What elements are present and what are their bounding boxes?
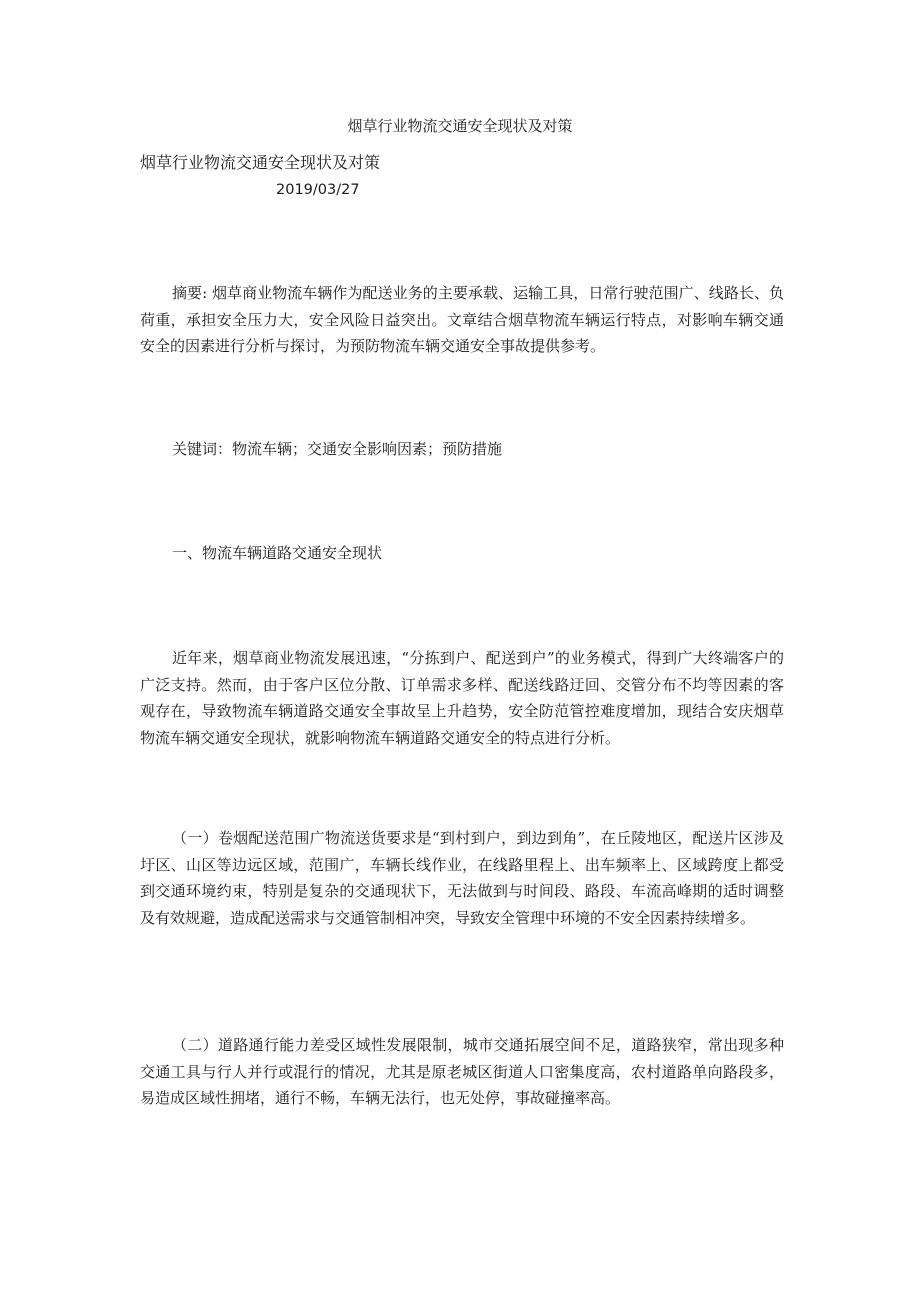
item-paragraph-1: （一）卷烟配送范围广物流送货要求是“到村到户，到边到角”，在丘陵地区，配送片区涉及圩区、山区等边远区域，范围广，车辆长线作业，在线路里程上、出车频率上、区域跨度上都受到交通环境约束，特别是复杂的交通现状下，无法做到与时间段、路段、车流高峰期的适时调整及有效规避，造成配送需求与交通管制相冲突，导致安全管理中环境的不安全因素持续增多。 (140, 829, 784, 927)
abstract-paragraph: 摘要: 烟草商业物流车辆作为配送业务的主要承载、运输工具，日常行驶范围广、线路长、负荷重，承担安全压力大，安全风险日益突出。文章结合烟草物流车辆运行特点，对影响车辆交通安全的因素进行分析与探讨，为预防物流车辆交通安全事故提供参考。 (140, 284, 784, 355)
document-title: 烟草行业物流交通安全现状及对策 (140, 153, 381, 172)
keywords-paragraph: 关键词：物流车辆；交通安全影响因素；预防措施 (172, 440, 503, 458)
section-heading: 一、物流车辆道路交通安全现状 (172, 544, 383, 562)
item-paragraph-2: （二）道路通行能力差受区域性发展限制，城市交通拓展空间不足，道路狭窄，常出现多种交通工具与行人并行或混行的情况，尤其是原老城区街道人口密集度高，农村道路单向路段多，易造成区域性拥堵，通行不畅，车辆无法行，也无处停，事故碰撞率高。 (140, 1036, 784, 1107)
document-date: 2019/03/27 (276, 182, 360, 198)
page-header-title: 烟草行业物流交通安全现状及对策 (347, 117, 573, 135)
intro-paragraph: 近年来，烟草商业物流发展迅速，“分拣到户、配送到户”的业务模式，得到广大终端客户的广泛支持。然而，由于客户区位分散、订单需求多样、配送线路迂回、交管分布不均等因素的客观存在，导致物流车辆道路交通安全事故呈上升趋势，安全防范管控难度增加，现结合安庆烟草物流车辆交通安全现状，就影响物流车辆道路交通安全的特点进行分析。 (140, 649, 784, 747)
